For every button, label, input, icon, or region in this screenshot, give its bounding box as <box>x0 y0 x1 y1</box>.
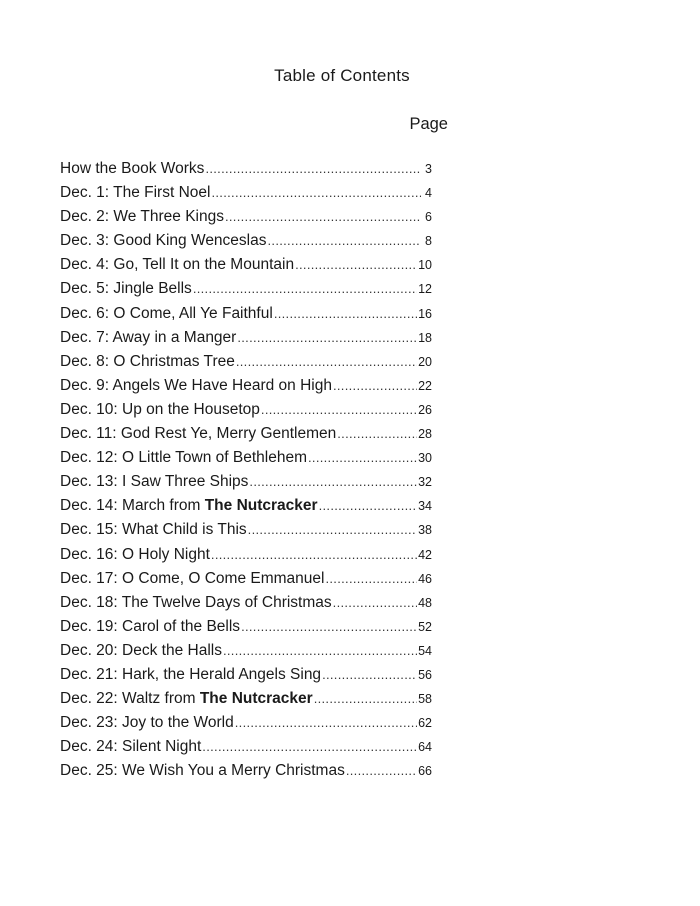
toc-entry-page: 6 <box>425 210 432 225</box>
leader-dots <box>274 306 417 321</box>
toc-entry[interactable] <box>60 618 432 642</box>
toc-entry-page: 26 <box>418 402 432 417</box>
toc-entry[interactable] <box>60 546 432 570</box>
toc-entry-page: 18 <box>418 330 432 345</box>
toc-entry-page: 64 <box>418 740 432 755</box>
toc-entry-label: Dec. 8: O Christmas Tree <box>60 352 235 370</box>
toc-entry-label: Dec. 5: Jingle Bells <box>60 280 192 298</box>
toc-entry-page: 30 <box>418 451 432 466</box>
page-column-heading: Page <box>409 115 448 133</box>
toc-entry-page: 4 <box>425 186 432 201</box>
toc-entry[interactable] <box>60 353 432 377</box>
leader-dots <box>346 763 417 778</box>
leader-dots <box>314 691 417 706</box>
leader-dots <box>193 281 417 296</box>
leader-dots <box>319 498 418 513</box>
toc-entry-label: Dec. 1: The First Noel <box>60 184 211 202</box>
toc-entry-label: Dec. 23: Joy to the World <box>60 714 234 732</box>
leader-dots <box>211 547 417 562</box>
toc-entry[interactable] <box>60 377 432 401</box>
toc-entry[interactable] <box>60 208 432 232</box>
leader-dots <box>337 426 417 441</box>
leader-dots <box>308 450 417 465</box>
toc-entry[interactable] <box>60 329 432 353</box>
leader-dots <box>211 185 421 200</box>
toc-entry-label: Dec. 19: Carol of the Bells <box>60 617 241 635</box>
toc-entry[interactable] <box>60 738 432 762</box>
toc-entry[interactable] <box>60 256 432 280</box>
leader-dots <box>261 402 417 417</box>
toc-entry-label: Dec. 2: We Three Kings <box>60 208 224 226</box>
toc-title: Table of Contents <box>274 66 410 85</box>
toc-entry[interactable] <box>60 690 432 714</box>
leader-dots <box>248 522 417 537</box>
toc-list <box>60 160 432 786</box>
toc-entry-page: 58 <box>418 692 432 707</box>
toc-entry[interactable] <box>60 425 432 449</box>
leader-dots <box>225 209 421 224</box>
toc-entry[interactable] <box>60 473 432 497</box>
toc-entry-page: 32 <box>418 475 432 490</box>
toc-entry-label: Dec. 10: Up on the Housetop <box>60 400 260 418</box>
toc-entry-label: Dec. 7: Away in a Manger <box>60 328 237 346</box>
toc-entry-label: Dec. 3: Good King Wenceslas <box>60 232 267 250</box>
toc-entry-label: Dec. 15: What Child is This <box>60 521 247 539</box>
leader-dots <box>268 233 422 248</box>
toc-entry[interactable] <box>60 570 432 594</box>
leader-dots <box>235 715 417 730</box>
toc-entry-label: Dec. 11: God Rest Ye, Merry Gentlemen <box>60 425 337 443</box>
leader-dots <box>249 474 417 489</box>
toc-entry-page: 52 <box>418 619 432 634</box>
leader-dots <box>333 378 417 393</box>
leader-dots <box>202 739 417 754</box>
toc-entry[interactable] <box>60 184 432 208</box>
toc-entry-label: Dec. 9: Angels We Have Heard on High <box>60 376 332 394</box>
toc-entry[interactable] <box>60 305 432 329</box>
toc-entry[interactable] <box>60 666 432 690</box>
leader-dots <box>295 257 417 272</box>
toc-entry-page: 66 <box>418 764 432 779</box>
toc-entry-label: Dec. 25: We Wish You a Merry Christmas <box>60 762 345 780</box>
toc-entry-page: 8 <box>425 234 432 249</box>
toc-entry[interactable] <box>60 497 432 521</box>
toc-entry[interactable] <box>60 401 432 425</box>
toc-entry[interactable] <box>60 714 432 738</box>
toc-entry[interactable] <box>60 762 432 786</box>
toc-entry[interactable] <box>60 160 432 184</box>
leader-dots <box>325 571 417 586</box>
toc-entry[interactable] <box>60 449 432 473</box>
toc-entry[interactable] <box>60 232 432 256</box>
toc-entry[interactable] <box>60 280 432 304</box>
toc-entry-page: 34 <box>418 499 432 514</box>
toc-entry-label: Dec. 22: Waltz from The Nutcracker <box>60 690 313 708</box>
toc-entry[interactable] <box>60 642 432 666</box>
toc-entry[interactable] <box>60 521 432 545</box>
toc-entry-page: 20 <box>418 354 432 369</box>
toc-entry-label: Dec. 4: Go, Tell It on the Mountain <box>60 256 295 274</box>
toc-entry-page: 28 <box>418 427 432 442</box>
toc-entry-label: Dec. 13: I Saw Three Ships <box>60 473 249 491</box>
leader-dots <box>237 330 417 345</box>
toc-entry-label: Dec. 21: Hark, the Herald Angels Sing <box>60 665 322 683</box>
toc-entry[interactable] <box>60 594 432 618</box>
toc-entry-page: 10 <box>418 258 432 273</box>
toc-entry-page: 54 <box>418 643 432 658</box>
leader-dots <box>333 595 417 610</box>
toc-entry-label: Dec. 14: March from The Nutcracker <box>60 497 318 515</box>
leader-dots <box>241 619 417 634</box>
toc-entry-page: 3 <box>425 162 432 176</box>
toc-entry-page: 38 <box>418 523 432 538</box>
leader-dots <box>236 354 417 369</box>
toc-entry-page: 16 <box>418 306 432 321</box>
toc-entry-page: 48 <box>418 595 432 610</box>
toc-entry-page: 42 <box>418 547 432 562</box>
toc-entry-page: 56 <box>418 667 432 682</box>
toc-entry-label: Dec. 17: O Come, O Come Emmanuel <box>60 569 325 587</box>
leader-dots <box>223 643 417 658</box>
toc-entry-label: Dec. 16: O Holy Night <box>60 545 210 563</box>
toc-entry-label: Dec. 20: Deck the Halls <box>60 641 222 659</box>
toc-entry-page: 12 <box>418 282 432 297</box>
toc-entry-label: Dec. 18: The Twelve Days of Christmas <box>60 593 332 611</box>
toc-entry-label: Dec. 12: O Little Town of Bethlehem <box>60 449 307 467</box>
leader-dots <box>322 667 417 682</box>
toc-entry-page: 62 <box>418 716 432 731</box>
toc-entry-label: Dec. 6: O Come, All Ye Faithful <box>60 304 273 322</box>
leader-dots <box>205 161 421 176</box>
toc-entry-page: 46 <box>418 571 432 586</box>
toc-entry-label: Dec. 24: Silent Night <box>60 738 202 756</box>
toc-entry-label: How the Book Works <box>60 160 205 177</box>
toc-entry-page: 22 <box>418 378 432 393</box>
